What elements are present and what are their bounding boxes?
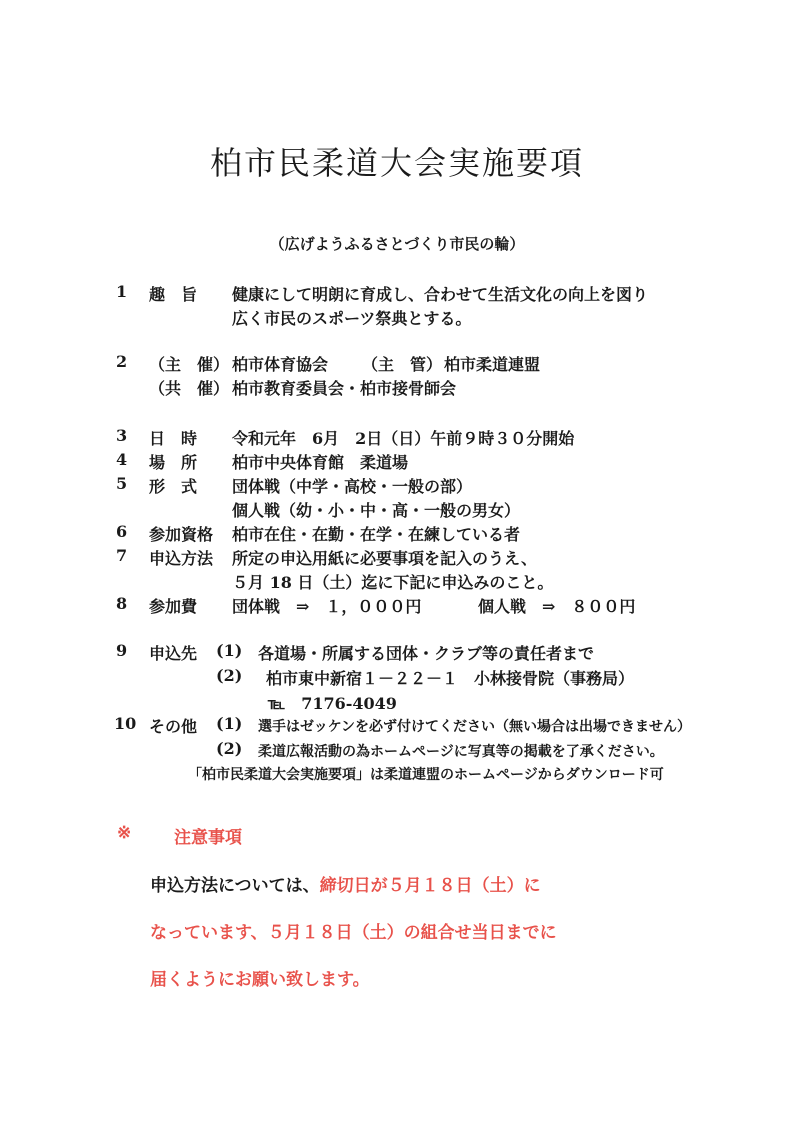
item-text-line: 健康にして明朗に育成し、合わせて生活文化の向上を図り [232, 285, 649, 304]
item-value: 令和元年 6月 2日（日）午前９時３０分開始 [232, 429, 575, 448]
item-text-line: ５月 18 日（土）迄に下記に申込みのこと。 [232, 573, 554, 592]
item-text-line: 柏市東中新宿１－２２－１ 小林接骨院（事務局） [266, 669, 635, 688]
item-text-line: 所定の申込用紙に必要事項を記入のうえ、 [232, 549, 537, 568]
notice-heading: 注意事項 [174, 828, 242, 848]
host-value: 柏市体育協会 [232, 355, 329, 374]
download-note: 「柏市民柔道大会実施要項」は柔道連盟のホームページからダウンロード可 [188, 767, 664, 783]
item-label: 日 時 [149, 429, 198, 448]
notice-mark: ※ [117, 823, 132, 843]
document-subtitle: （広げようふるさとづくり市民の輪） [269, 235, 525, 253]
document-title: 柏市民柔道大会実施要項 [209, 144, 584, 182]
item-number: 6 [116, 522, 128, 541]
item-label: 趣 旨 [149, 285, 198, 304]
sub-number: (1) [216, 714, 243, 733]
item-number: 2 [116, 352, 128, 371]
co-host-label: （共 催） [149, 379, 230, 398]
item-label: 形 式 [149, 477, 198, 496]
team-fee: 団体戦 ⇒ １，０００円 [232, 597, 422, 616]
item-text-line: 広く市民のスポーツ祭典とする。 [232, 309, 472, 328]
item-text-line: 個人戦（幼・小・中・高・一般の男女） [232, 501, 521, 520]
individual-fee: 個人戦 ⇒ ８００円 [478, 597, 636, 616]
item-number: 8 [116, 594, 128, 613]
manager-label: （主 管） [362, 355, 443, 374]
item-number: 5 [116, 474, 128, 493]
item-value: 柏市中央体育館 柔道場 [232, 453, 409, 472]
item-text-line: 団体戦（中学・高校・一般の部） [232, 477, 473, 496]
item-label: 参加費 [149, 597, 198, 616]
manager-value: 柏市柔道連盟 [444, 355, 541, 374]
phone-number: ℡ 7176-4049 [268, 694, 397, 713]
item-label: 申込先 [149, 644, 198, 663]
item-text-line: 柔道広報活動の為ホームページに写真等の掲載を了承ください。 [258, 744, 664, 760]
item-label: 申込方法 [149, 549, 214, 568]
item-value: 柏市在住・在勤・在学・在練している者 [232, 525, 521, 544]
notice-line-2: なっています、５月１８日（土）の組合せ当日までに [150, 923, 557, 943]
item-number: 1 [116, 282, 128, 301]
sub-number: (2) [216, 666, 243, 685]
item-text-line: 選手はゼッケンを必ず付けてください（無い場合は出場できません） [258, 719, 692, 735]
notice-line-1 [150, 871, 541, 896]
co-host-value: 柏市教育委員会・柏市接骨師会 [232, 379, 457, 398]
item-label: その他 [149, 717, 198, 736]
notice-text-black: 申込方法については、 [150, 876, 320, 896]
sub-number: (2) [216, 739, 243, 758]
notice-text-red: 締切日が５月１８日（土）に [319, 876, 541, 896]
notice-line-3: 届くようにお願い致します。 [150, 970, 370, 990]
item-number: 4 [116, 450, 128, 469]
item-number: 10 [114, 714, 137, 733]
item-number: 7 [116, 546, 128, 565]
host-label: （主 催） [149, 355, 230, 374]
item-number: 3 [116, 426, 128, 445]
item-label: 場 所 [149, 453, 198, 472]
item-text-line: 各道場・所属する団体・クラブ等の責任者まで [258, 644, 595, 663]
item-label: 参加資格 [149, 525, 214, 544]
item-number: 9 [116, 641, 128, 660]
sub-number: (1) [216, 641, 243, 660]
